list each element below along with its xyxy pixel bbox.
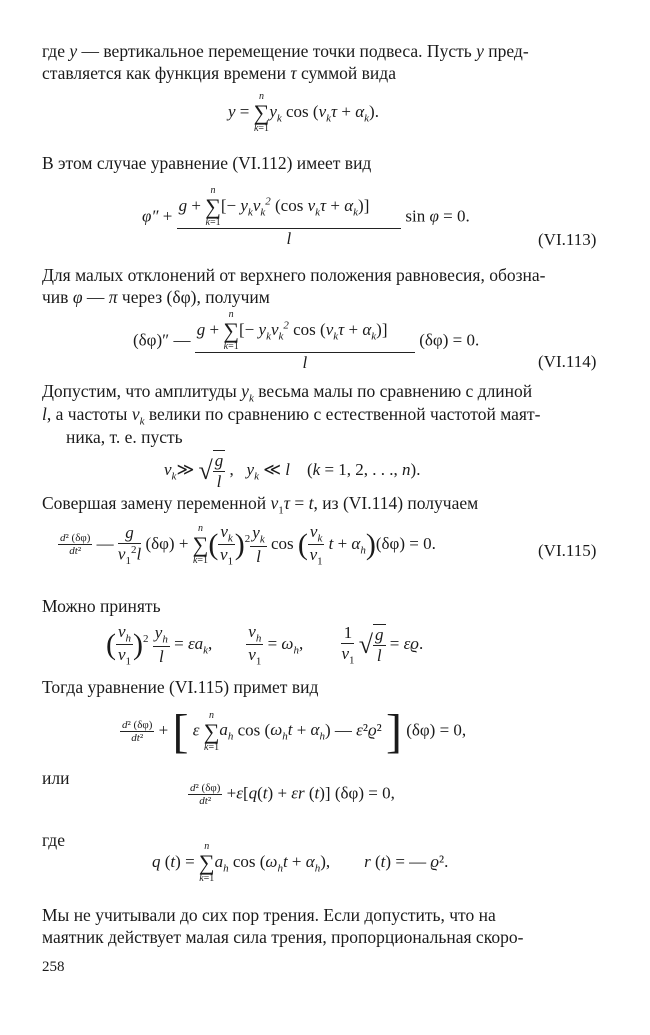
text-line: Совершая замену переменной $\nu_1\tau = t$, из (VI.114) получаем bbox=[42, 493, 479, 517]
equation-short-form: $\frac{\text{d² (δφ)}}{\text{dt²}}$ +ε[q(t) + εr (t)] (δφ) = 0, bbox=[190, 782, 395, 807]
equation-transformed: $\frac{\text{d² (δφ)}}{\text{dt²}}$ + [ ε n ∑ k=1 $a_h$ $\cos (\omega_ht + \alpha_h)$ — ε²ϱ² ] (δφ) = 0, bbox=[122, 705, 467, 758]
equation-definitions: ( $\frac{\nu_h}{\nu_1}$ )$^2$ $\frac{y_h}{l}$ = $\varepsilon a_k$, $\frac{\nu_h}{\nu_1}$ = $\omega_h$, $\frac{1}{\nu_1}$ √ $\frac{g}{l}$ = εϱ. bbox=[106, 622, 424, 668]
text-line: В этом случае уравнение (VI.112) имеет вид bbox=[42, 153, 372, 173]
equation-vi-115: $\frac{\text{d² (δφ)}}{\text{dt²}}$ — $\frac{g}{\nu_1^2l}$ (δφ) + n ∑ k=1 ( $\frac{\nu_k}{\nu_1}$ )$^2$ $\frac{y_k}{l}$ cos ( $\frac{\nu_k}{\nu_1}$ $t + \alpha_h)(\delta\varphi) = 0$. bbox=[60, 522, 436, 568]
text-line: ставляется как функция времени τ суммой вида bbox=[42, 63, 396, 83]
text-line: Для малых отклонений от верхнего положения равновесия, обозна- bbox=[42, 265, 546, 285]
text-line: Мы не учитывали до сих пор трения. Если допустить, что на bbox=[42, 905, 496, 925]
equation-vi-113: φ″ + g + n ∑ k=1 [− $y_k\nu_k^2$ (cos $\nu_k\tau + \alpha_k$)] l sin φ = 0. bbox=[142, 185, 470, 248]
text-line: где bbox=[42, 830, 65, 850]
equation-condition: $\nu_k≫$ √ $\frac{g}{l}$ , $y_k$ ≪ l (k = 1, 2, . . ., n). bbox=[164, 451, 421, 491]
page-number: 258 bbox=[42, 959, 65, 975]
text-line: Тогда уравнение (VI.115) примет вид bbox=[42, 677, 319, 697]
text-line: чив φ — π через (δφ), получим bbox=[42, 287, 270, 307]
text-line: ника, т. е. пусть bbox=[66, 427, 183, 447]
equation-number: (VI.114) bbox=[538, 352, 597, 371]
equation-number: (VI.113) bbox=[538, 230, 597, 249]
text-line: где y — вертикальное перемещение точки подвеса. Пусть y пред- bbox=[42, 41, 529, 61]
equation-q-r: q (t) = n ∑ k=1 $a_h$ $\cos (\omega_ht + \alpha_h)$, r (t) = — ϱ². bbox=[152, 841, 449, 884]
equation-number: (VI.115) bbox=[538, 541, 597, 560]
text-line: или bbox=[42, 768, 70, 788]
text-line: Можно принять bbox=[42, 596, 161, 616]
text-line: Допустим, что амплитуды $y_k$ весьма малы по сравнению с длиной bbox=[42, 381, 533, 405]
equation-sum-y: y = n ∑ k=1 $y_k$ $\cos (\nu_k\tau + \alpha_k)$. bbox=[228, 91, 379, 134]
text-line: маятник действует малая сила трения, пропорциональная скоро- bbox=[42, 927, 524, 947]
equation-vi-114: (δφ)″ — g + n ∑ k=1 [− $y_k\nu_k^2$ $\cos (\nu_k\tau + \alpha_k)$] l (δφ) = 0. bbox=[133, 309, 480, 372]
text-line: l, а частоты $\nu_k$ велики по сравнению с естественной частотой маят- bbox=[42, 404, 541, 428]
